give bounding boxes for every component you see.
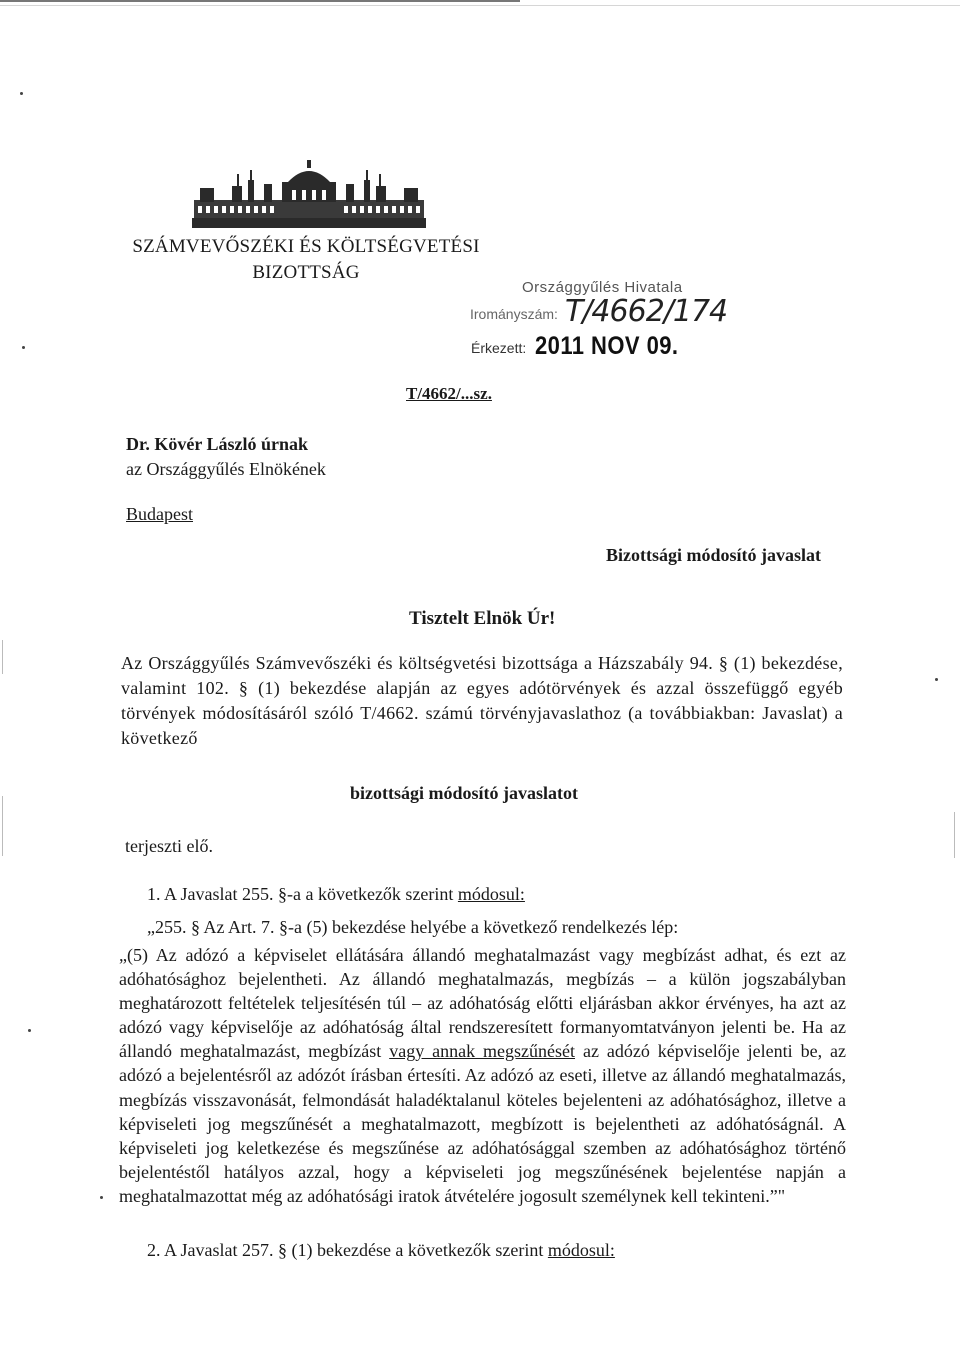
amendment-body xyxy=(119,943,846,1208)
amendment-item-1 xyxy=(147,884,525,905)
stamp-office-name: Országgyűlés Hivatala xyxy=(522,279,683,296)
scan-margin-mark xyxy=(2,796,3,856)
amendment-heading: „255. § Az Art. 7. §-a (5) bekezdése helyébe a következő rendelkezés lép: xyxy=(147,917,679,937)
addressee-city: Budapest xyxy=(126,504,193,524)
addressee-role: az Országgyűlés Elnökének xyxy=(126,459,326,479)
top-rule xyxy=(0,0,520,2)
committee-name-line1: SZÁMVEVŐSZÉKI ÉS KÖLTSÉGVETÉSI xyxy=(132,236,480,257)
scan-dot xyxy=(28,1029,31,1032)
scan-dot xyxy=(22,346,25,349)
intro-paragraph: Az Országgyűlés Számvevőszéki és költségvetési bizottsága a Házszabály 94. § (1) bekezdése, valamint 102. § (1) bekezdése alapján az egyes adótörvények és azzal összefüggő egyéb törvények módosításáról szóló T/4662. számú törvényjavaslathoz (a továbbiakban: Javaslat) a következő xyxy=(121,653,843,748)
committee-name-line2: BIZOTTSÁG xyxy=(252,262,360,283)
amendment-item-2 xyxy=(147,1240,615,1261)
item2-underlined: módosul: xyxy=(547,1240,615,1260)
scan-dot xyxy=(100,1196,103,1199)
amendment-body-underlined: vagy annak megszűnését xyxy=(389,1041,576,1062)
salutation: Tisztelt Elnök Úr! xyxy=(409,608,556,629)
stamp-iroszam-label: Irományszám: xyxy=(470,306,558,322)
amendment-body-part2: az adózó képviselője jelenti be, az adózó a bejelentésről az adózót írásban értesíti. Az adózó az eseti, illetve az állandó meghatalmazás, megbízás visszavonását, felmondását haladéktalanul köteles bejelenteni az adóhatósághoz, illetve a képviseleti jog megszűnését a meghatalmazott, megbízott is bejelentheti az adóhatóságnál. A képviseleti jog keletkezése és megszűnése az adóhatósággal szemben az adóhatósághoz történő bejelentéstől hatályos azzal, hogy a képviseleti jog megszűnésének bejelentése napján a meghatalmazottat még az adóhatósági iratok átvételére jogosult személynek kell tekinteni.”" xyxy=(119,1041,846,1206)
parliament-logo xyxy=(192,160,426,232)
addressee-block xyxy=(126,432,326,482)
scan-margin-mark-right xyxy=(954,812,955,858)
committee-name xyxy=(126,234,486,286)
scan-dot xyxy=(935,678,938,681)
submits-line: terjeszti elő. xyxy=(125,836,213,856)
stamp-received-date: 2011 NOV 09. xyxy=(535,332,679,360)
document-number: T/4662/...sz. xyxy=(406,384,492,403)
addressee-name: Dr. Kövér László úrnak xyxy=(126,434,309,454)
stamp-handwritten-number: T/4662/174 xyxy=(565,294,728,329)
amendment-body-part1: „(5) Az adózó a képviselet ellátására állandó meghatalmazást vagy megbízást adhat, és ezt az adóhatósághoz bejelentheti. Az állandó meghatalmazás, megbízás – a külön jogszabályban meghatározott feltételek teljesítésén túl – az adóhatóság előtti eljárásban akkor érvényes, ha azt az adózó vagy képviselője az adóhatóság által rendszeresített formanyomtatványon jelenti be. Ha az állandó meghatalmazást, megbízást xyxy=(119,945,846,1062)
item1-text: 1. A Javaslat 255. §-a a következők szerint xyxy=(147,884,458,904)
item1-underlined: módosul: xyxy=(457,884,525,904)
top-rule-thin xyxy=(0,5,960,6)
scan-dot xyxy=(20,92,23,95)
item2-text: 2. A Javaslat 257. § (1) bekezdése a következők szerint xyxy=(147,1240,548,1260)
proposal-title: bizottsági módosító javaslatot xyxy=(350,783,578,803)
document-type: Bizottsági módosító javaslat xyxy=(606,545,821,565)
stamp-received-label: Érkezett: xyxy=(471,340,527,356)
scan-margin-mark-upper xyxy=(2,640,3,674)
